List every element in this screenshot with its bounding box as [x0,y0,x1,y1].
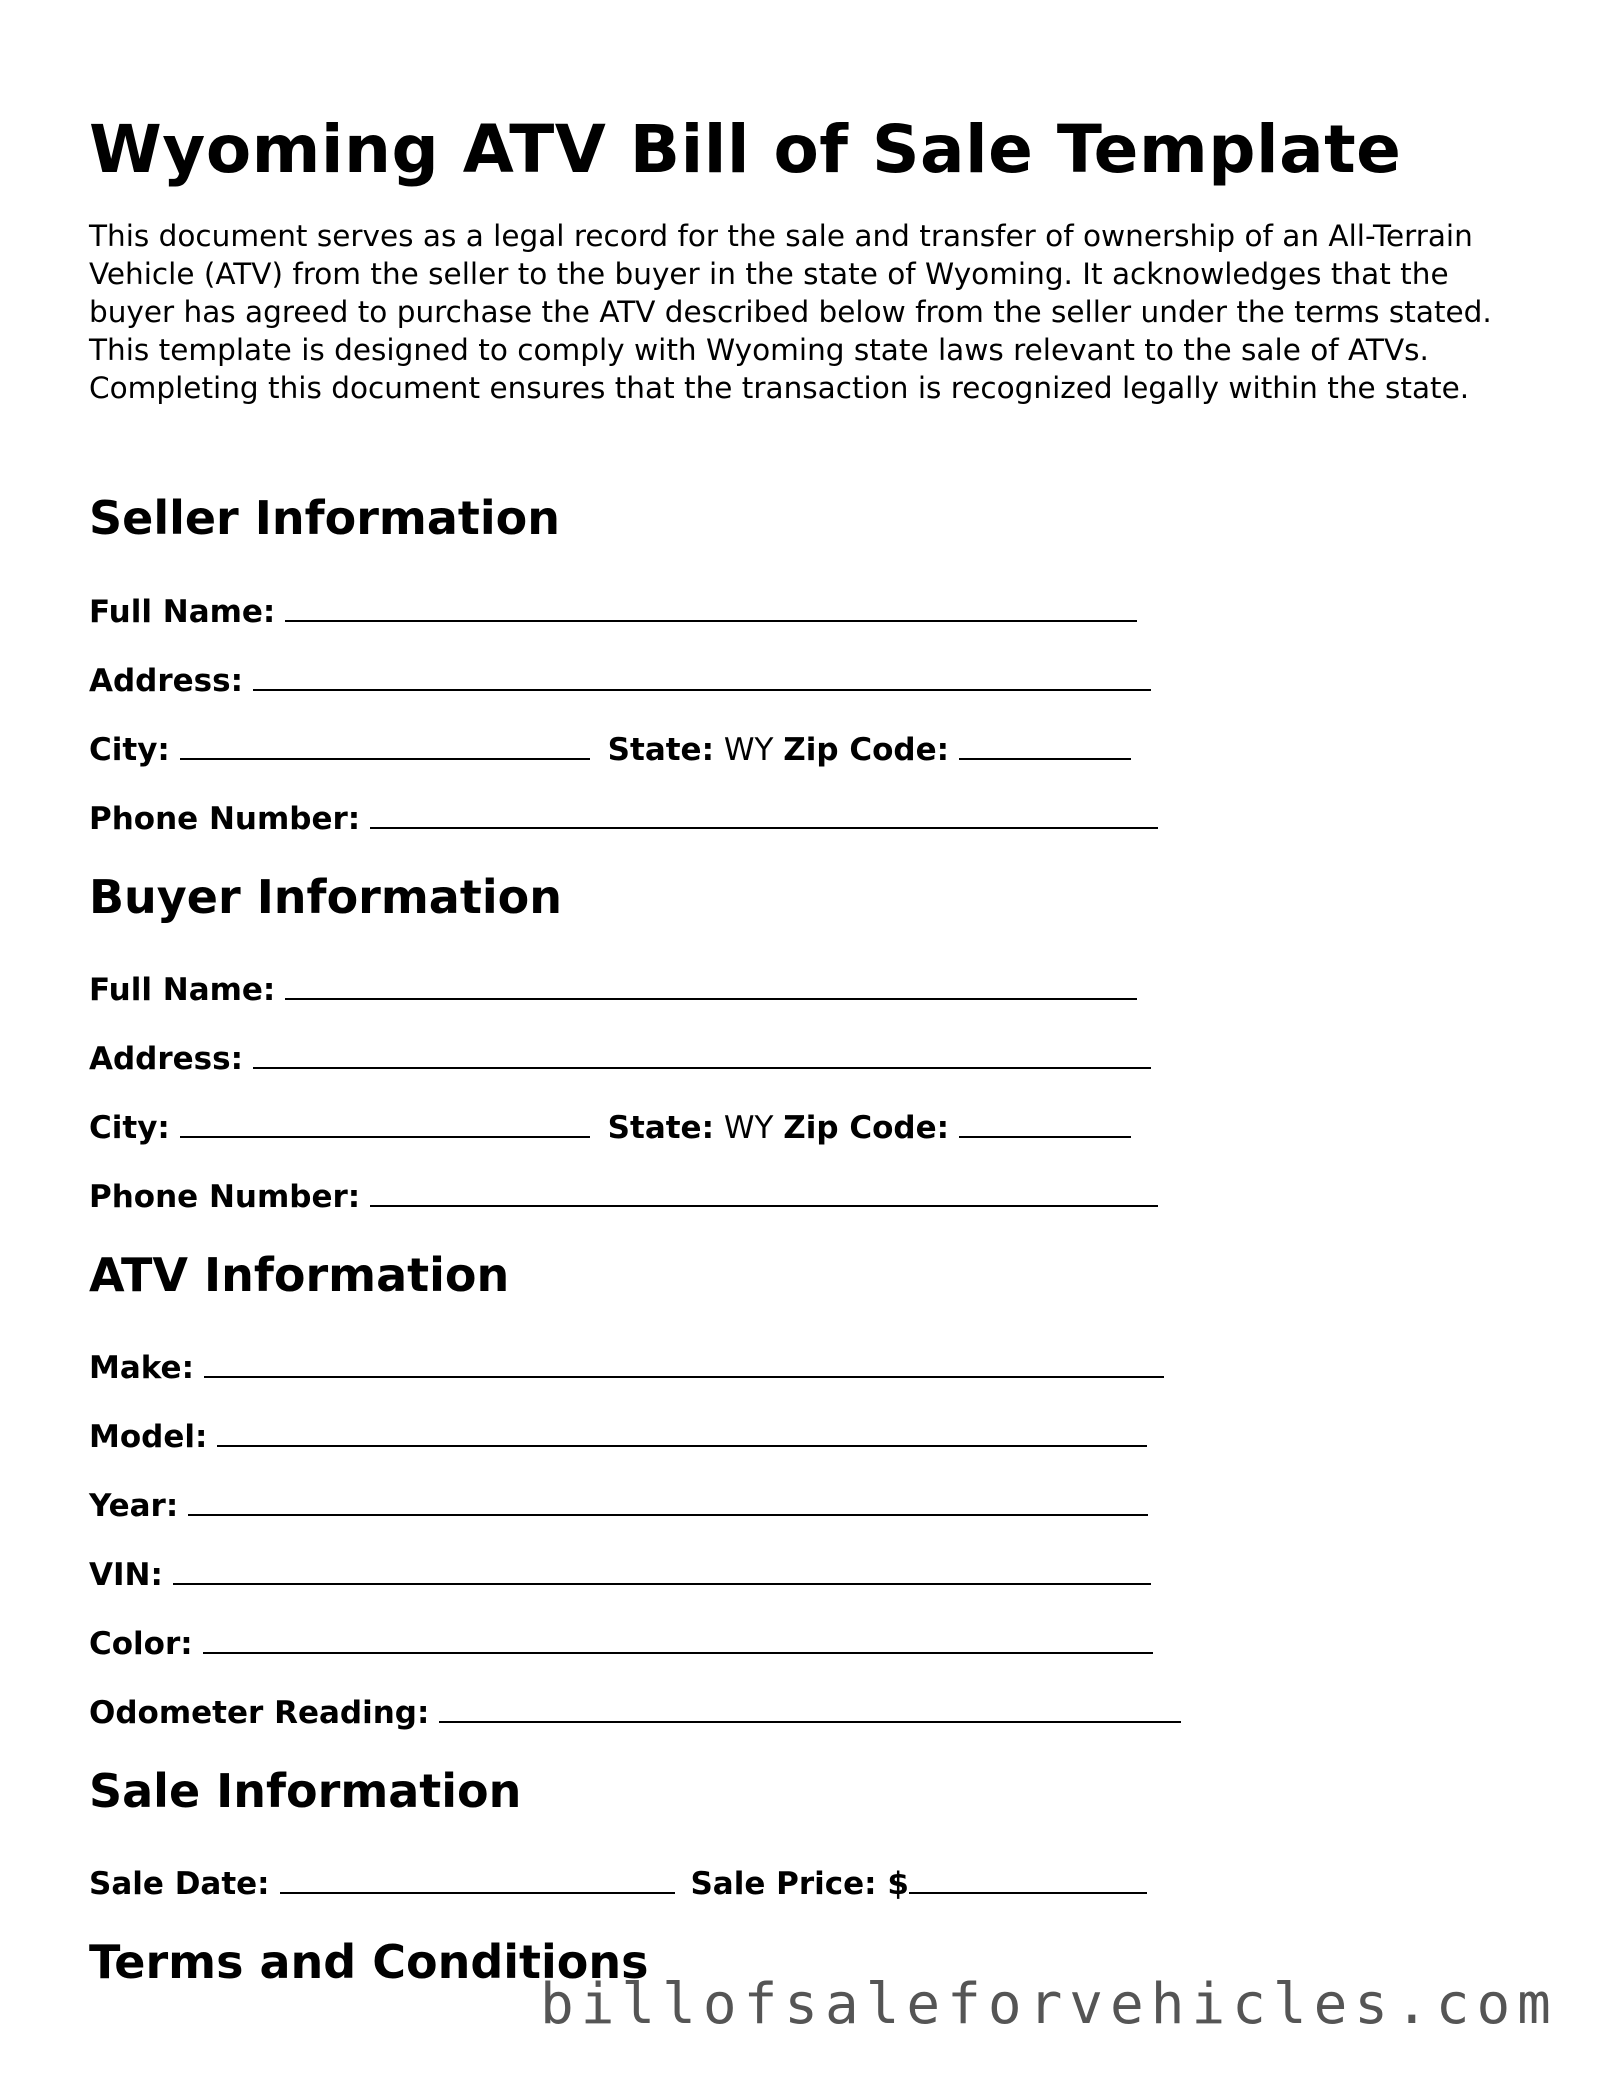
atv-make-label: Make: [89,1350,194,1386]
atv-year-field [89,1484,1148,1524]
seller-zip-label: Zip Code: [783,732,950,768]
sale-row [89,1862,1147,1902]
terms-heading: Terms and Conditions [89,1935,649,1989]
page-title: Wyoming ATV Bill of Sale Template [89,111,1402,188]
buyer-zip-input[interactable] [959,1106,1131,1138]
sale-price-label: Sale Price: $ [690,1866,909,1902]
buyer-address-input[interactable] [253,1037,1151,1069]
seller-city-label: City: [89,732,170,768]
seller-address-label: Address: [89,663,243,699]
buyer-state-label: State: [607,1110,714,1146]
atv-model-label: Model: [89,1419,208,1455]
seller-full-name-input[interactable] [285,590,1137,622]
buyer-section [89,867,562,927]
atv-year-label: Year: [89,1488,179,1524]
document-page [89,105,1529,407]
seller-full-name-label: Full Name: [89,594,276,630]
buyer-phone-label: Phone Number: [89,1179,361,1215]
sale-date-label: Sale Date: [89,1866,270,1902]
atv-make-input[interactable] [204,1346,1164,1378]
atv-odometer-field [89,1691,1181,1731]
buyer-phone-input[interactable] [370,1175,1158,1207]
buyer-city-row [89,1106,1131,1146]
buyer-phone-field [89,1175,1158,1215]
seller-city-row [89,728,1131,768]
seller-phone-label: Phone Number: [89,801,361,837]
intro-paragraph: This document serves as a legal record for the sale and transfer of ownership of an All-Terrain Vehicle (ATV) from the seller to the buyer in the state of Wyoming. It acknowledges that the buyer has agreed to purchase the ATV described below from the seller under the terms stated. This template is designed to comply with Wyoming state laws relevant to the sale of ATVs. Completing this document ensures that the transaction is recognized legally within the state. [89,219,1492,405]
atv-model-input[interactable] [217,1415,1147,1447]
atv-vin-input[interactable] [173,1553,1151,1585]
atv-section [89,1245,509,1305]
buyer-full-name-field [89,968,1137,1008]
seller-phone-field [89,797,1158,837]
seller-address-input[interactable] [253,659,1151,691]
watermark-text: billofsaleforvehicles.com [540,1972,1558,2037]
seller-full-name-field [89,590,1137,630]
buyer-full-name-input[interactable] [285,968,1137,1000]
seller-section [89,488,560,548]
seller-address-field [89,659,1151,699]
atv-color-input[interactable] [203,1622,1153,1654]
atv-vin-field [89,1553,1151,1593]
seller-phone-input[interactable] [370,797,1158,829]
buyer-heading: Buyer Information [89,870,562,924]
atv-heading: ATV Information [89,1248,510,1302]
atv-color-label: Color: [89,1626,193,1662]
atv-odometer-label: Odometer Reading: [89,1695,430,1731]
sale-date-input[interactable] [280,1862,675,1894]
sale-section [89,1761,521,1821]
seller-city-input[interactable] [180,728,590,760]
sale-heading: Sale Information [89,1764,522,1818]
buyer-state-value: WY [723,1110,774,1146]
atv-odometer-input[interactable] [439,1691,1181,1723]
buyer-city-label: City: [89,1110,170,1146]
atv-vin-label: VIN: [89,1557,163,1593]
buyer-address-label: Address: [89,1041,243,1077]
buyer-zip-label: Zip Code: [783,1110,950,1146]
sale-price-input[interactable] [909,1862,1147,1894]
buyer-full-name-label: Full Name: [89,972,276,1008]
atv-model-field [89,1415,1147,1455]
seller-heading: Seller Information [89,491,561,545]
atv-year-input[interactable] [188,1484,1148,1516]
atv-color-field [89,1622,1153,1662]
buyer-address-field [89,1037,1151,1077]
seller-state-label: State: [607,732,714,768]
seller-zip-input[interactable] [959,728,1131,760]
seller-state-value: WY [723,732,774,768]
buyer-city-input[interactable] [180,1106,590,1138]
atv-make-field [89,1346,1164,1386]
